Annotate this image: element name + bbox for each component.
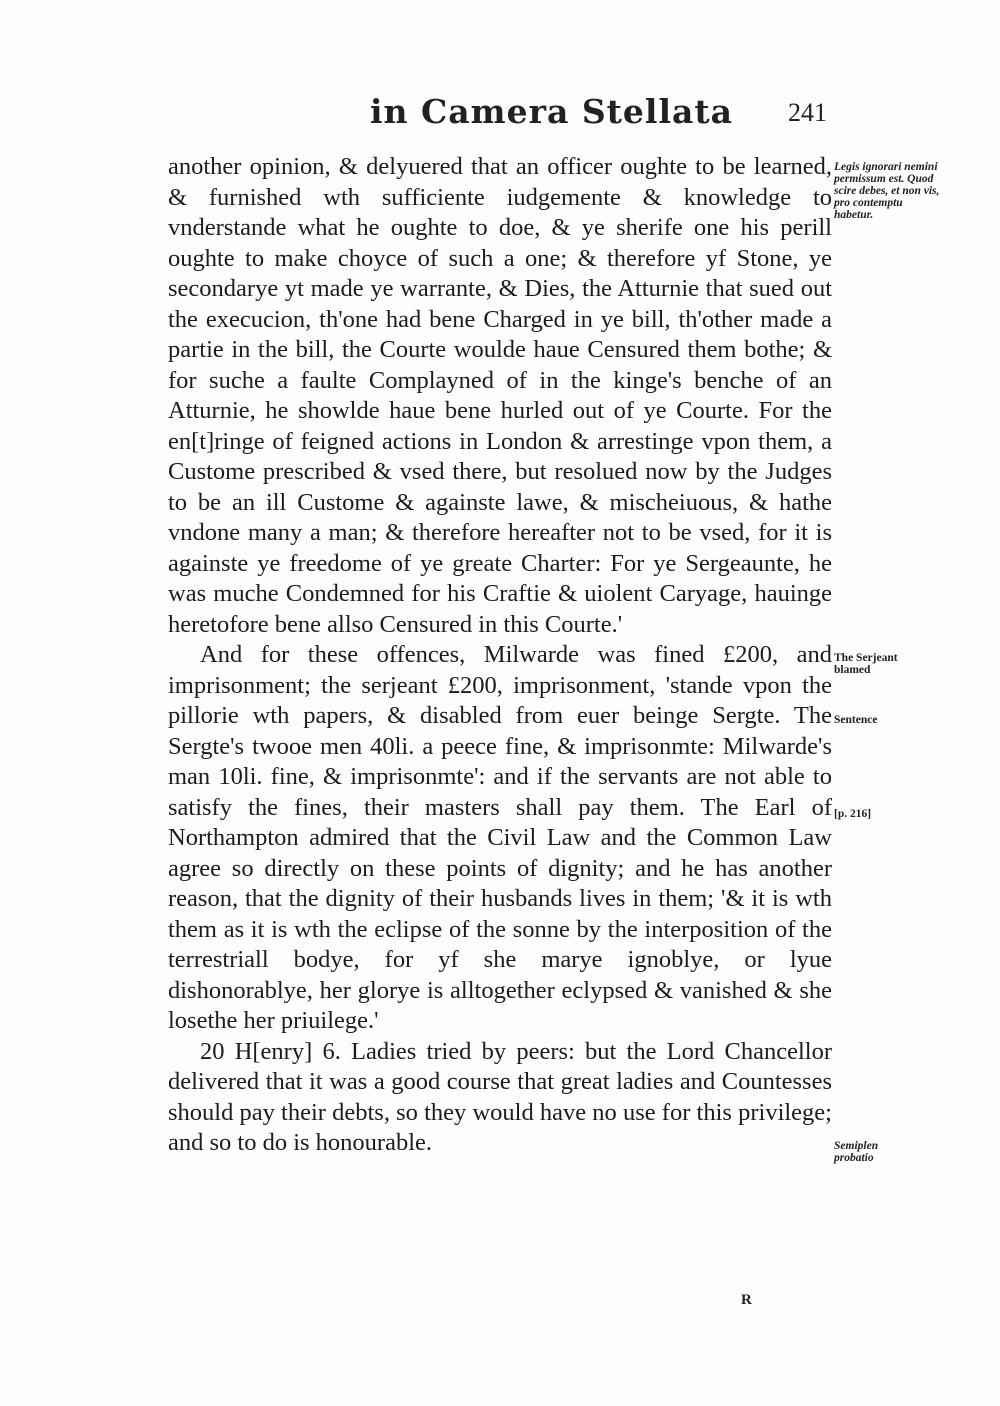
page-header [0,92,1000,142]
paragraph-offences: And for these offences, Milwarde was fined £200, and imprisonment; the serjeant £200, imprisonment, 'stande vpon the pillorie wth papers, & disabled from euer beinge Sergte. The Sergte's twooe men 40li. a peece fine, & imprisonmte: Milwarde's man 10li. fine, & imprisonmte': and if the servants are not able to satisfy the fines, their masters shall pay them. The Earl of Northampton admired that the Civil Law and the Common Law agree so directly on these points of dignity; and he has another reason, that the dignity of their husbands lives in them; '& it is wth them as it is wth the eclipse of the sonne by the interposition of the terrestriall bodye, for yf she marye ignoblye, or lyue dishonorablye, her glorye is alltogether eclypsed & vanished & she losethe her priuilege.' [168,641,832,1034]
running-title: in Camera Stellata [370,92,733,131]
margin-note-legis: Legis ignorari nemini permissum est. Quod scire debes, et non vis, pro contemptu habetur. [834,161,940,221]
page-number: 241 [788,98,827,127]
margin-note-serjeant: The Serjeant blamed [834,652,898,676]
paragraph-continued: another opinion, & delyuered that an officer oughte to be learned, & furnished wth sufficiente iudgemente & knowledge to vnderstande what he oughte to doe, & ye sherife one his perill oughte to make choyce of such a one; & therefore yf Stone, ye secondarye yt made ye warrante, & Dies, the Atturnie that sued out the execucion, th'one had bene Charged in ye bill, th'other made a partie in the bill, the Courte woulde haue Censured them bothe; & for suche a faulte Complayned of in the kinge's benche of an Atturnie, he showlde haue bene hurled out of ye Courte. For the en[t]ringe of feigned actions in London & arrestinge vpon them, a Custome prescribed & vsed there, but resolued now by the Judges to be an ill Custome & againste lawe, & mischeiuous, & hathe vndone many a man; & therefore hereafter not to be vsed, for it is againste ye freedome of ye greate Charter: For ye Sergeaunte, he was muche Condemned for his Craftie & uiolent Caryage, hauinge heretofore bene allso Censured in this Courte.' [168,153,832,638]
margin-note-semiplen: Semiplen probatio [834,1140,879,1164]
signature-mark: R [741,1292,752,1308]
main-text [168,152,832,1159]
margin-note-sentence: Sentence [834,714,878,726]
paragraph-ladies: 20 H[enry] 6. Ladies tried by peers: but the Lord Chancellor delivered that it was a good course that great ladies and Countesses should pay their debts, so they would have no use for this privilege; and so to do is honourable. [168,1037,832,1156]
margin-note-page-ref: [p. 216] [834,808,872,820]
